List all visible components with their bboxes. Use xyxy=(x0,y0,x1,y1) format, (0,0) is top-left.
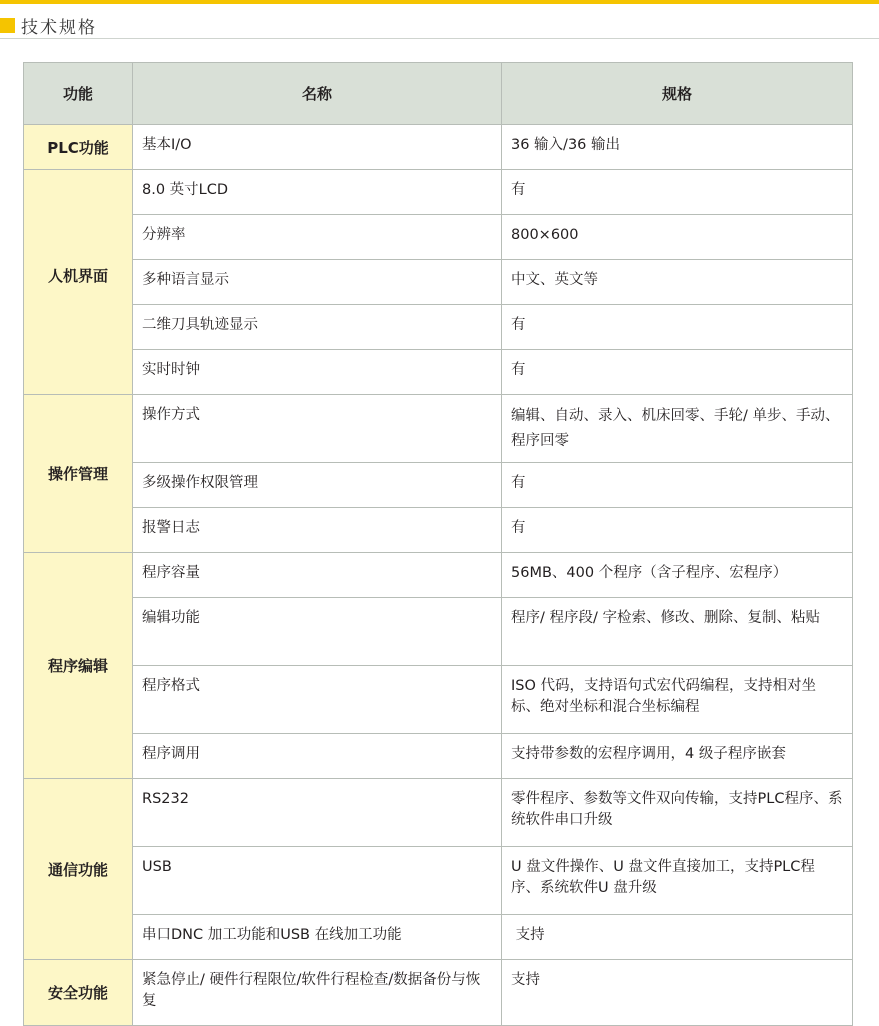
name-cell: 紧急停止/ 硬件行程限位/软件行程检查/数据备份与恢复 xyxy=(133,960,502,1026)
name-cell: 8.0 英寸LCD xyxy=(133,170,502,215)
table-row xyxy=(24,463,853,508)
function-cell: 程序编辑 xyxy=(24,553,133,779)
table-row xyxy=(24,170,853,215)
name-cell: 编辑功能 xyxy=(133,598,502,666)
spec-cell: 800×600 xyxy=(502,215,853,260)
spec-cell: 有 xyxy=(502,508,853,553)
function-cell: 操作管理 xyxy=(24,395,133,553)
spec-table xyxy=(23,62,853,1026)
table-row xyxy=(24,508,853,553)
name-cell: 串口DNC 加工功能和USB 在线加工功能 xyxy=(133,915,502,960)
function-cell: 安全功能 xyxy=(24,960,133,1026)
function-cell: 人机界面 xyxy=(24,170,133,395)
spec-cell: 中文、英文等 xyxy=(502,260,853,305)
name-cell: 分辨率 xyxy=(133,215,502,260)
spec-cell: 支持 xyxy=(502,960,853,1026)
spec-cell: 支持带参数的宏程序调用，4 级子程序嵌套 xyxy=(502,734,853,779)
spec-cell: 有 xyxy=(502,170,853,215)
table-row xyxy=(24,395,853,463)
spec-cell: 36 输入/36 输出 xyxy=(502,125,853,170)
spec-cell: ISO 代码，支持语句式宏代码编程，支持相对坐标、绝对坐标和混合坐标编程 xyxy=(502,666,853,734)
yellow-square-icon xyxy=(0,18,15,33)
name-cell: 实时时钟 xyxy=(133,350,502,395)
table-row xyxy=(24,779,853,847)
name-cell: 报警日志 xyxy=(133,508,502,553)
spec-cell: 有 xyxy=(502,463,853,508)
name-cell: 程序调用 xyxy=(133,734,502,779)
spec-cell: 程序/ 程序段/ 字检索、修改、删除、复制、粘贴 xyxy=(502,598,853,666)
name-cell: RS232 xyxy=(133,779,502,847)
section-title: 技术规格 xyxy=(21,17,97,38)
table-row xyxy=(24,215,853,260)
table-row xyxy=(24,915,853,960)
name-cell: 多级操作权限管理 xyxy=(133,463,502,508)
spec-cell: 有 xyxy=(502,305,853,350)
table-row xyxy=(24,847,853,915)
name-cell: 二维刀具轨迹显示 xyxy=(133,305,502,350)
function-cell: 通信功能 xyxy=(24,779,133,960)
table-row xyxy=(24,350,853,395)
spec-cell: 零件程序、参数等文件双向传输，支持PLC程序、系统软件串口升级 xyxy=(502,779,853,847)
spec-cell: 56MB、400 个程序（含子程序、宏程序） xyxy=(502,553,853,598)
column-header-function: 功能 xyxy=(24,63,133,125)
spec-cell: 编辑、自动、录入、机床回零、手轮/ 单步、手动、程序回零 xyxy=(502,395,853,463)
name-cell: 基本I/O xyxy=(133,125,502,170)
table-row xyxy=(24,960,853,1026)
column-header-spec: 规格 xyxy=(502,63,853,125)
name-cell: USB xyxy=(133,847,502,915)
name-cell: 操作方式 xyxy=(133,395,502,463)
table-row xyxy=(24,260,853,305)
table-row xyxy=(24,305,853,350)
column-header-name: 名称 xyxy=(133,63,502,125)
top-accent-line xyxy=(0,0,879,4)
name-cell: 程序格式 xyxy=(133,666,502,734)
table-row xyxy=(24,553,853,598)
table-row xyxy=(24,666,853,734)
function-cell: PLC功能 xyxy=(24,125,133,170)
section-header xyxy=(0,14,97,36)
table-row xyxy=(24,125,853,170)
spec-cell: U 盘文件操作、U 盘文件直接加工，支持PLC程序、系统软件U 盘升级 xyxy=(502,847,853,915)
spec-cell: 支持 xyxy=(502,915,853,960)
spec-cell: 有 xyxy=(502,350,853,395)
table-row xyxy=(24,734,853,779)
table-row xyxy=(24,598,853,666)
table-header-row xyxy=(24,63,853,125)
name-cell: 多种语言显示 xyxy=(133,260,502,305)
header-divider xyxy=(0,38,879,39)
name-cell: 程序容量 xyxy=(133,553,502,598)
